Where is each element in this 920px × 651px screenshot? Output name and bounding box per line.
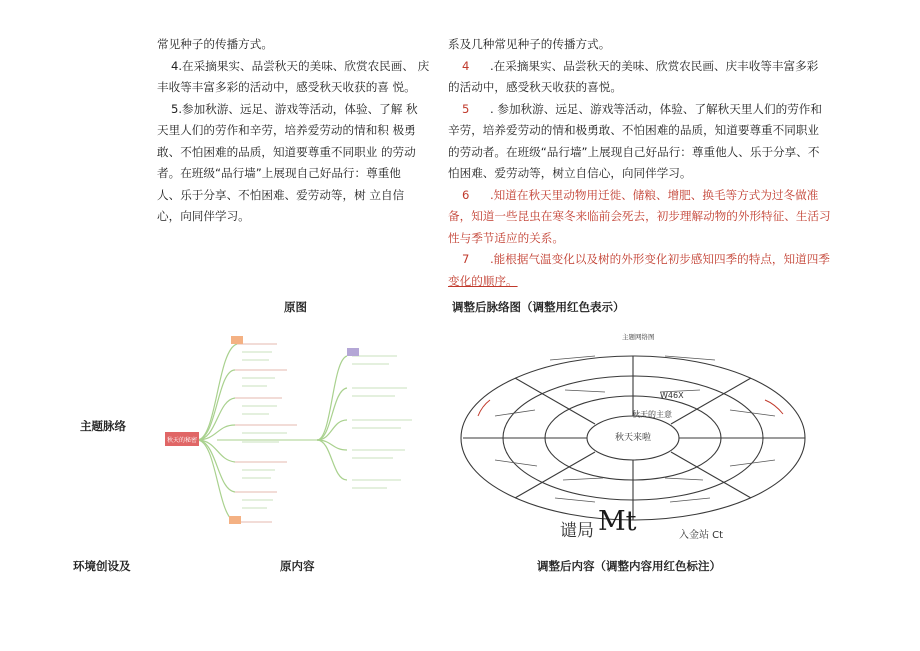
item-text: . 参加秋游、远足、游戏等活动，体验、了解秋天里人们的劳作和 (490, 101, 822, 116)
text-line: 的活动中，感受秋天收获的喜悦。 (448, 80, 622, 94)
text-line: 系及几种常见种子的传播方式。 (448, 37, 611, 51)
item-text: .在采摘果实、品尝秋天的美味、欣赏农民画、庆丰收等丰富多彩 (490, 58, 819, 73)
diagram-bottom-small: 入金站 Ct (679, 530, 724, 541)
original-mindmap-image (157, 330, 442, 530)
text-line-adjusted: 变化的顺序。 (448, 273, 518, 288)
original-text-column (157, 34, 440, 228)
caption-original-content: 原内容 (280, 559, 315, 573)
text-line-adjusted (448, 249, 856, 271)
caption-adjusted-content: 调整后内容（调整内容用红色标注） (537, 559, 721, 573)
mindmap-graphic (157, 330, 442, 530)
adjusted-text-column (448, 34, 856, 292)
diagram-bottom-mt: Mt (598, 506, 637, 537)
text-line: 丰收等丰富多彩的活动中，感受秋天收获的喜 悦。 (157, 80, 416, 94)
item-number: 6 (462, 187, 470, 202)
text-line: 敢、不怕困难的品质，知道要尊重不同职业 的劳动 (157, 144, 416, 159)
diagram-bottom-text: 谴局 (560, 521, 594, 541)
adjusted-mindmap-image (455, 330, 810, 548)
item-number: 7 (462, 252, 470, 266)
text-line: 怕困难、爱劳动等，树立自信心，向同伴学习。 (448, 166, 692, 180)
text-line-adjusted: 备，知道一些昆虫在寒冬来临前会死去，初步理解动物的外形特征、生活习 (448, 209, 831, 223)
text-line: 人、乐于分享、不怕困难、爱劳动等，树 立自信 (157, 187, 405, 202)
text-line: 常见种子的传播方式。 (157, 37, 273, 51)
text-line: 天里人们的劳作和辛劳，培养爱劳动的情和积 极勇 (157, 123, 416, 137)
text-line-adjusted: 性与季节适应的关系。 (448, 230, 564, 245)
text-line: 的劳动者。在班级“品行墙”上展现自己好品行：尊重他人、乐于分享、不 (448, 144, 820, 159)
text-line: 者。在班级“品行墙”上展现自己好品行：尊重他 (157, 166, 401, 180)
row-label-environment: 环境创设及 (73, 559, 131, 573)
text-line: 心，向同伴学习。 (157, 209, 250, 223)
caption-original-image: 原图 (284, 300, 307, 314)
text-line: 5.参加秋游、远足、游戏等活动，体验、了解 秋 (171, 101, 418, 116)
mindmap-root-label: 秋天的秘密 (166, 437, 198, 444)
text-line (448, 99, 856, 121)
diagram-center-label: 秋天来啦 (615, 433, 652, 443)
diagram-inner-label: 秋天的主意 (632, 410, 672, 419)
text-line-adjusted (448, 185, 856, 207)
diagram-title: 主题网络图 (622, 333, 655, 341)
row-label-theme: 主题脉络 (80, 419, 126, 433)
text-line (448, 56, 856, 78)
caption-adjusted-image: 调整后脉络图（调整用红色表示） (452, 300, 625, 314)
item-text: .能根据气温变化以及树的外形变化初步感知四季的特点，知道四季 (490, 252, 830, 266)
text-line: 辛劳，培养爱劳动的情和极勇敢、不怕困难的品质，知道要尊重不同职业 (448, 123, 820, 137)
item-number: 4 (462, 58, 470, 73)
item-number: 5 (462, 101, 470, 116)
text-line: 4.在采摘果实、品尝秋天的美味、欣赏农民画、 庆 (171, 58, 430, 73)
diagram-tag: W46X (660, 391, 684, 400)
item-text: .知道在秋天里动物用迁徙、储粮、增肥、换毛等方式为过冬做准 (490, 187, 819, 202)
